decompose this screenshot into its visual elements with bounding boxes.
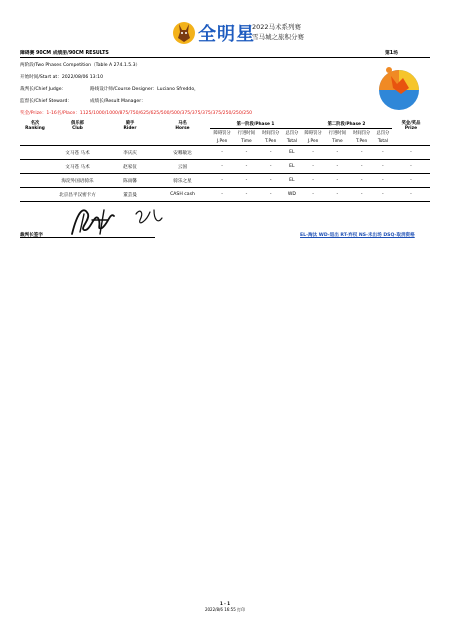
p2-total-cn: 总罚分 <box>376 131 390 136</box>
course-designer: 路线设计师/Course Designer：Luciano Sfreddo， <box>90 87 199 92</box>
cell-p2-jpen: - <box>301 174 325 188</box>
cell-horse: 云国 <box>155 160 210 174</box>
col-horse: 马名 Horse <box>155 120 210 146</box>
cell-prize: - <box>392 174 430 188</box>
cell-p1-total: EL <box>283 160 301 174</box>
cell-p2-time: - <box>325 146 349 160</box>
status-legend: EL-淘汰 WD-退出 RT-弃权 NS-未出场 DSQ-取消资格 <box>300 233 415 238</box>
print-timestamp: 2022/8/6 16:55 打印 <box>204 607 246 612</box>
document-title: 障碍赛 90CM 成绩册/90CM RESULTS <box>20 51 109 56</box>
cell-p2-tpen: - <box>350 188 374 202</box>
chief-steward: 监督长/Chief Steward： <box>20 99 73 104</box>
p2-jpen-cn: 障碍罚分 <box>304 131 322 136</box>
p1-tpen-en: T.Pen <box>259 137 283 146</box>
cell-rider: 李庆庆 <box>105 146 155 160</box>
cell-p2-time: - <box>325 160 349 174</box>
col-ranking: 名次 Ranking <box>20 120 50 146</box>
col-phase2: 第二阶段/Phase 2 <box>301 120 392 129</box>
cell-rider: 陈雨馨 <box>105 174 155 188</box>
cell-rank <box>20 160 50 174</box>
cell-p1-jpen: - <box>210 188 234 202</box>
cell-rank <box>20 174 50 188</box>
table-row <box>20 174 430 188</box>
cell-p2-total: - <box>374 160 392 174</box>
cell-p2-tpen: - <box>350 146 374 160</box>
start-time: 开始时间/Start at：2022/08/06 13:10 <box>20 75 103 80</box>
cell-prize: - <box>392 188 430 202</box>
cell-p2-tpen: - <box>350 174 374 188</box>
cell-p2-time: - <box>325 174 349 188</box>
cell-rider: 赵家仪 <box>105 160 155 174</box>
event-series: 2022马术系列赛 <box>252 23 302 31</box>
cell-horse: 安哪敏达 <box>155 146 210 160</box>
cell-p1-tpen: - <box>259 146 283 160</box>
brand-name: 全明星 <box>198 24 255 45</box>
session-label: 第1场 <box>385 51 398 56</box>
cell-p1-time: - <box>234 160 258 174</box>
col-club: 俱乐部 Club <box>50 120 105 146</box>
event-badge-icon <box>375 64 423 112</box>
cell-p1-tpen: - <box>259 188 283 202</box>
cell-p2-time: - <box>325 188 349 202</box>
competition-type: 两阶段/Two Phases Competition（Table A 274.1.5.3） <box>20 63 141 68</box>
result-manager: 成绩长/Result Manager： <box>90 99 146 104</box>
judge-signature <box>50 200 170 240</box>
p1-tpen-cn: 时间罚分 <box>262 131 280 136</box>
cell-prize: - <box>392 146 430 160</box>
cell-p2-jpen: - <box>301 160 325 174</box>
cell-p2-jpen: - <box>301 146 325 160</box>
cell-p1-tpen: - <box>259 160 283 174</box>
col-phase1: 第一阶段/Phase 1 <box>210 120 301 129</box>
chief-judge: 裁判长/Chief Judge： <box>20 87 67 92</box>
cell-rider: 董芸曼 <box>105 188 155 202</box>
signature-line <box>20 237 155 238</box>
cell-p1-time: - <box>234 146 258 160</box>
cell-p1-tpen: - <box>259 174 283 188</box>
p1-jpen-en: J.Pen <box>210 137 234 146</box>
cell-p2-jpen: - <box>301 188 325 202</box>
p1-jpen-cn: 障碍罚分 <box>213 131 231 136</box>
results-table <box>20 120 430 202</box>
p2-time-en: Time <box>325 137 349 146</box>
table-row <box>20 146 430 160</box>
judge-sign-label: 裁判长签字 <box>20 233 43 238</box>
cell-p1-time: - <box>234 188 258 202</box>
cell-p1-total: EL <box>283 174 301 188</box>
p2-total-en: Total <box>374 137 392 146</box>
p2-tpen-en: T.Pen <box>350 137 374 146</box>
horse-emblem-icon <box>170 18 198 46</box>
prize-info: 奖金/Prize：1-16名/Place：1125/1000/1000/875/750/625/625/500/500/375/375/375/375/250/250/250 <box>20 111 253 116</box>
cell-p1-total: WD <box>283 188 301 202</box>
col-prize: 奖金/奖品 Prize <box>392 120 430 146</box>
p2-time-cn: 行进时间 <box>328 131 346 136</box>
p1-time-en: Time <box>234 137 258 146</box>
cell-rank <box>20 146 50 160</box>
cell-p2-total: - <box>374 146 392 160</box>
event-leg: 雪马城之旅积分赛 <box>252 33 304 41</box>
col-rider: 骑手 Rider <box>105 120 155 146</box>
cell-club: 海淀外国语骑乐 <box>50 174 105 188</box>
cell-horse: 骑乐之星 <box>155 174 210 188</box>
cell-p2-tpen: - <box>350 160 374 174</box>
cell-club: 北京昌平汉密卡方 <box>50 188 105 202</box>
cell-club: 文马苍 马术 <box>50 160 105 174</box>
cell-prize: - <box>392 160 430 174</box>
cell-club: 文马苍 马术 <box>50 146 105 160</box>
cell-horse: CASH cash <box>155 188 210 202</box>
p2-jpen-en: J.Pen <box>301 137 325 146</box>
cell-p2-total: - <box>374 174 392 188</box>
cell-p1-jpen: - <box>210 146 234 160</box>
cell-p1-time: - <box>234 174 258 188</box>
cell-rank <box>20 188 50 202</box>
p1-time-cn: 行进时间 <box>237 131 255 136</box>
cell-p1-jpen: - <box>210 160 234 174</box>
page-number: 1 - 1 <box>219 601 230 606</box>
p1-total-en: Total <box>283 137 301 146</box>
cell-p1-total: EL <box>283 146 301 160</box>
table-row <box>20 160 430 174</box>
p1-total-cn: 总罚分 <box>285 131 299 136</box>
cell-p1-jpen: - <box>210 174 234 188</box>
event-logo <box>170 18 320 48</box>
title-divider <box>20 57 430 58</box>
cell-p2-total: - <box>374 188 392 202</box>
p2-tpen-cn: 时间罚分 <box>353 131 371 136</box>
